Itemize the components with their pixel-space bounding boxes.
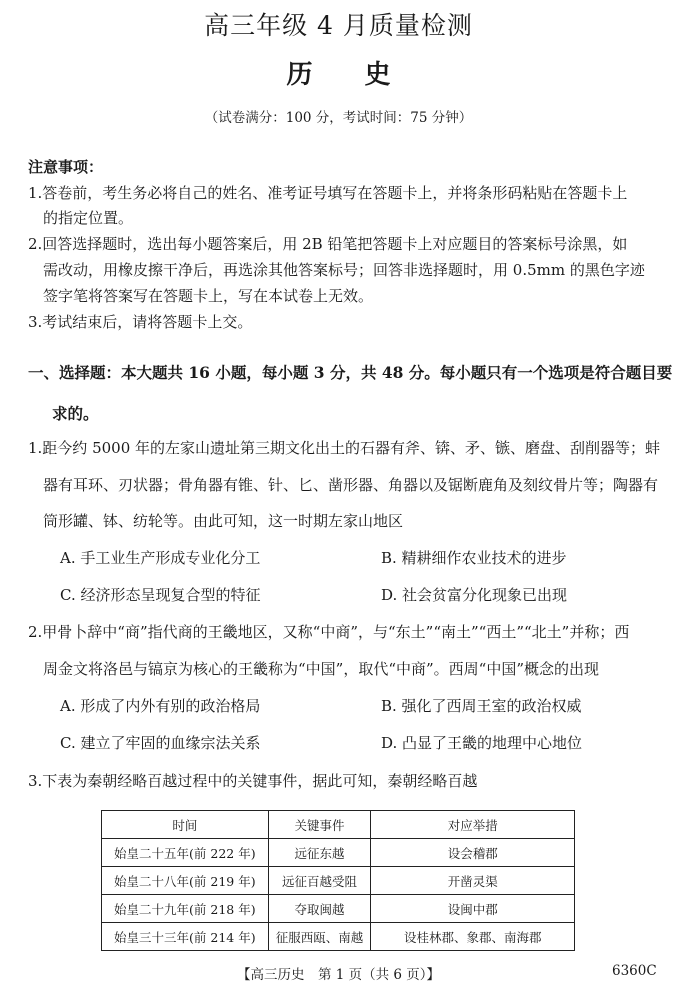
table-cell-time: 始皇二十八年(前 219 年) [102, 867, 269, 895]
q2-stem-line-1: 2.甲骨卜辞中“商”指代商的王畿地区，又称“中商”，与“东土”“南土”“西土”“北土”并称；西 [28, 623, 630, 641]
subject-heading [0, 54, 677, 91]
q2-option-d: D. 凸显了王畿的地理中心地位 [381, 734, 583, 752]
table-row [102, 839, 575, 867]
notice-heading: 注意事项： [28, 158, 104, 176]
q1-option-b: B. 精耕细作农业技术的进步 [381, 549, 567, 567]
notice-item-1-line-2: 的指定位置。 [43, 209, 134, 227]
q3-table [101, 810, 575, 951]
q2-option-a: A. 形成了内外有别的政治格局 [60, 697, 261, 715]
table-cell-measure: 设闽中郡 [371, 895, 575, 923]
q1-option-d: D. 社会贫富分化现象已出现 [381, 586, 568, 604]
table-cell-event: 远征东越 [268, 839, 371, 867]
table-cell-time: 始皇二十九年(前 218 年) [102, 895, 269, 923]
table-row [102, 895, 575, 923]
table-header-measure: 对应举措 [371, 811, 575, 839]
notice-item-2-line-3: 签字笔将答案写在答题卡上，写在本试卷上无效。 [43, 287, 374, 305]
q3-stem: 3.下表为秦朝经略百越过程中的关键事件，据此可知，秦朝经略百越 [28, 772, 478, 790]
table-row [102, 923, 575, 951]
q1-option-a: A. 手工业生产形成专业化分工 [60, 549, 261, 567]
table-header-time: 时间 [102, 811, 269, 839]
section-1-line-1: 一、选择题：本大题共 16 小题，每小题 3 分，共 48 分。每小题只有一个选项是符合题目要 [28, 363, 673, 382]
exam-meta: （试卷满分：100 分，考试时间：75 分钟） [204, 110, 473, 126]
subject-char-1: 历 [286, 60, 313, 90]
page-footer: 【高三历史 第 1 页（共 6 页）】 [236, 967, 441, 983]
table-cell-time: 始皇三十三年(前 214 年) [102, 923, 269, 951]
table-cell-measure: 开凿灵渠 [371, 867, 575, 895]
table-cell-event: 远征百越受阻 [268, 867, 371, 895]
q1-option-c: C. 经济形态呈现复合型的特征 [60, 586, 261, 604]
q1-stem-line-2: 器有耳环、刃状器；骨角器有锥、针、匕、凿形器、角器以及锯断鹿角及刻纹骨片等；陶器有 [43, 476, 659, 494]
table-cell-event: 夺取闽越 [268, 895, 371, 923]
notice-item-3: 3.考试结束后，请将答题卡上交。 [28, 313, 253, 331]
section-1-line-2: 求的。 [52, 404, 99, 423]
table-row [102, 867, 575, 895]
notice-item-2-line-2: 需改动，用橡皮擦干净后，再选涂其他答案标号；回答非选择题时，用 0.5mm 的黑色字迹 [43, 261, 645, 279]
notice-item-2-line-1: 2.回答选择题时，选出每小题答案后，用 2B 铅笔把答题卡上对应题目的答案标号涂黑，如 [28, 235, 628, 253]
table-cell-measure: 设会稽郡 [371, 839, 575, 867]
table-header-event: 关键事件 [268, 811, 371, 839]
table-cell-time: 始皇二十五年(前 222 年) [102, 839, 269, 867]
q2-option-c: C. 建立了牢固的血缘宗法关系 [60, 734, 261, 752]
q2-option-b: B. 强化了西周王室的政治权威 [381, 697, 582, 715]
table-header-row [102, 811, 575, 839]
q1-stem-line-1: 1.距今约 5000 年的左家山遗址第三期文化出土的石器有斧、锛、矛、镞、磨盘、刮削器等；蚌 [28, 439, 661, 457]
subject-char-2: 史 [364, 60, 391, 90]
table-cell-measure: 设桂林郡、象郡、南海郡 [371, 923, 575, 951]
q1-stem-line-3: 筒形罐、钵、纺轮等。由此可知，这一时期左家山地区 [43, 512, 404, 530]
table-cell-event: 征服西瓯、南越 [268, 923, 371, 951]
paper-code: 6360C [612, 963, 657, 979]
exam-title: 高三年级 4 月质量检测 [204, 11, 473, 40]
notice-item-1-line-1: 1.答卷前，考生务必将自己的姓名、准考证号填写在答题卡上，并将条形码粘贴在答题卡上 [28, 184, 628, 202]
q2-stem-line-2: 周金文将洛邑与镐京为核心的王畿称为“中国”，取代“中商”。西周“中国”概念的出现 [43, 660, 600, 678]
